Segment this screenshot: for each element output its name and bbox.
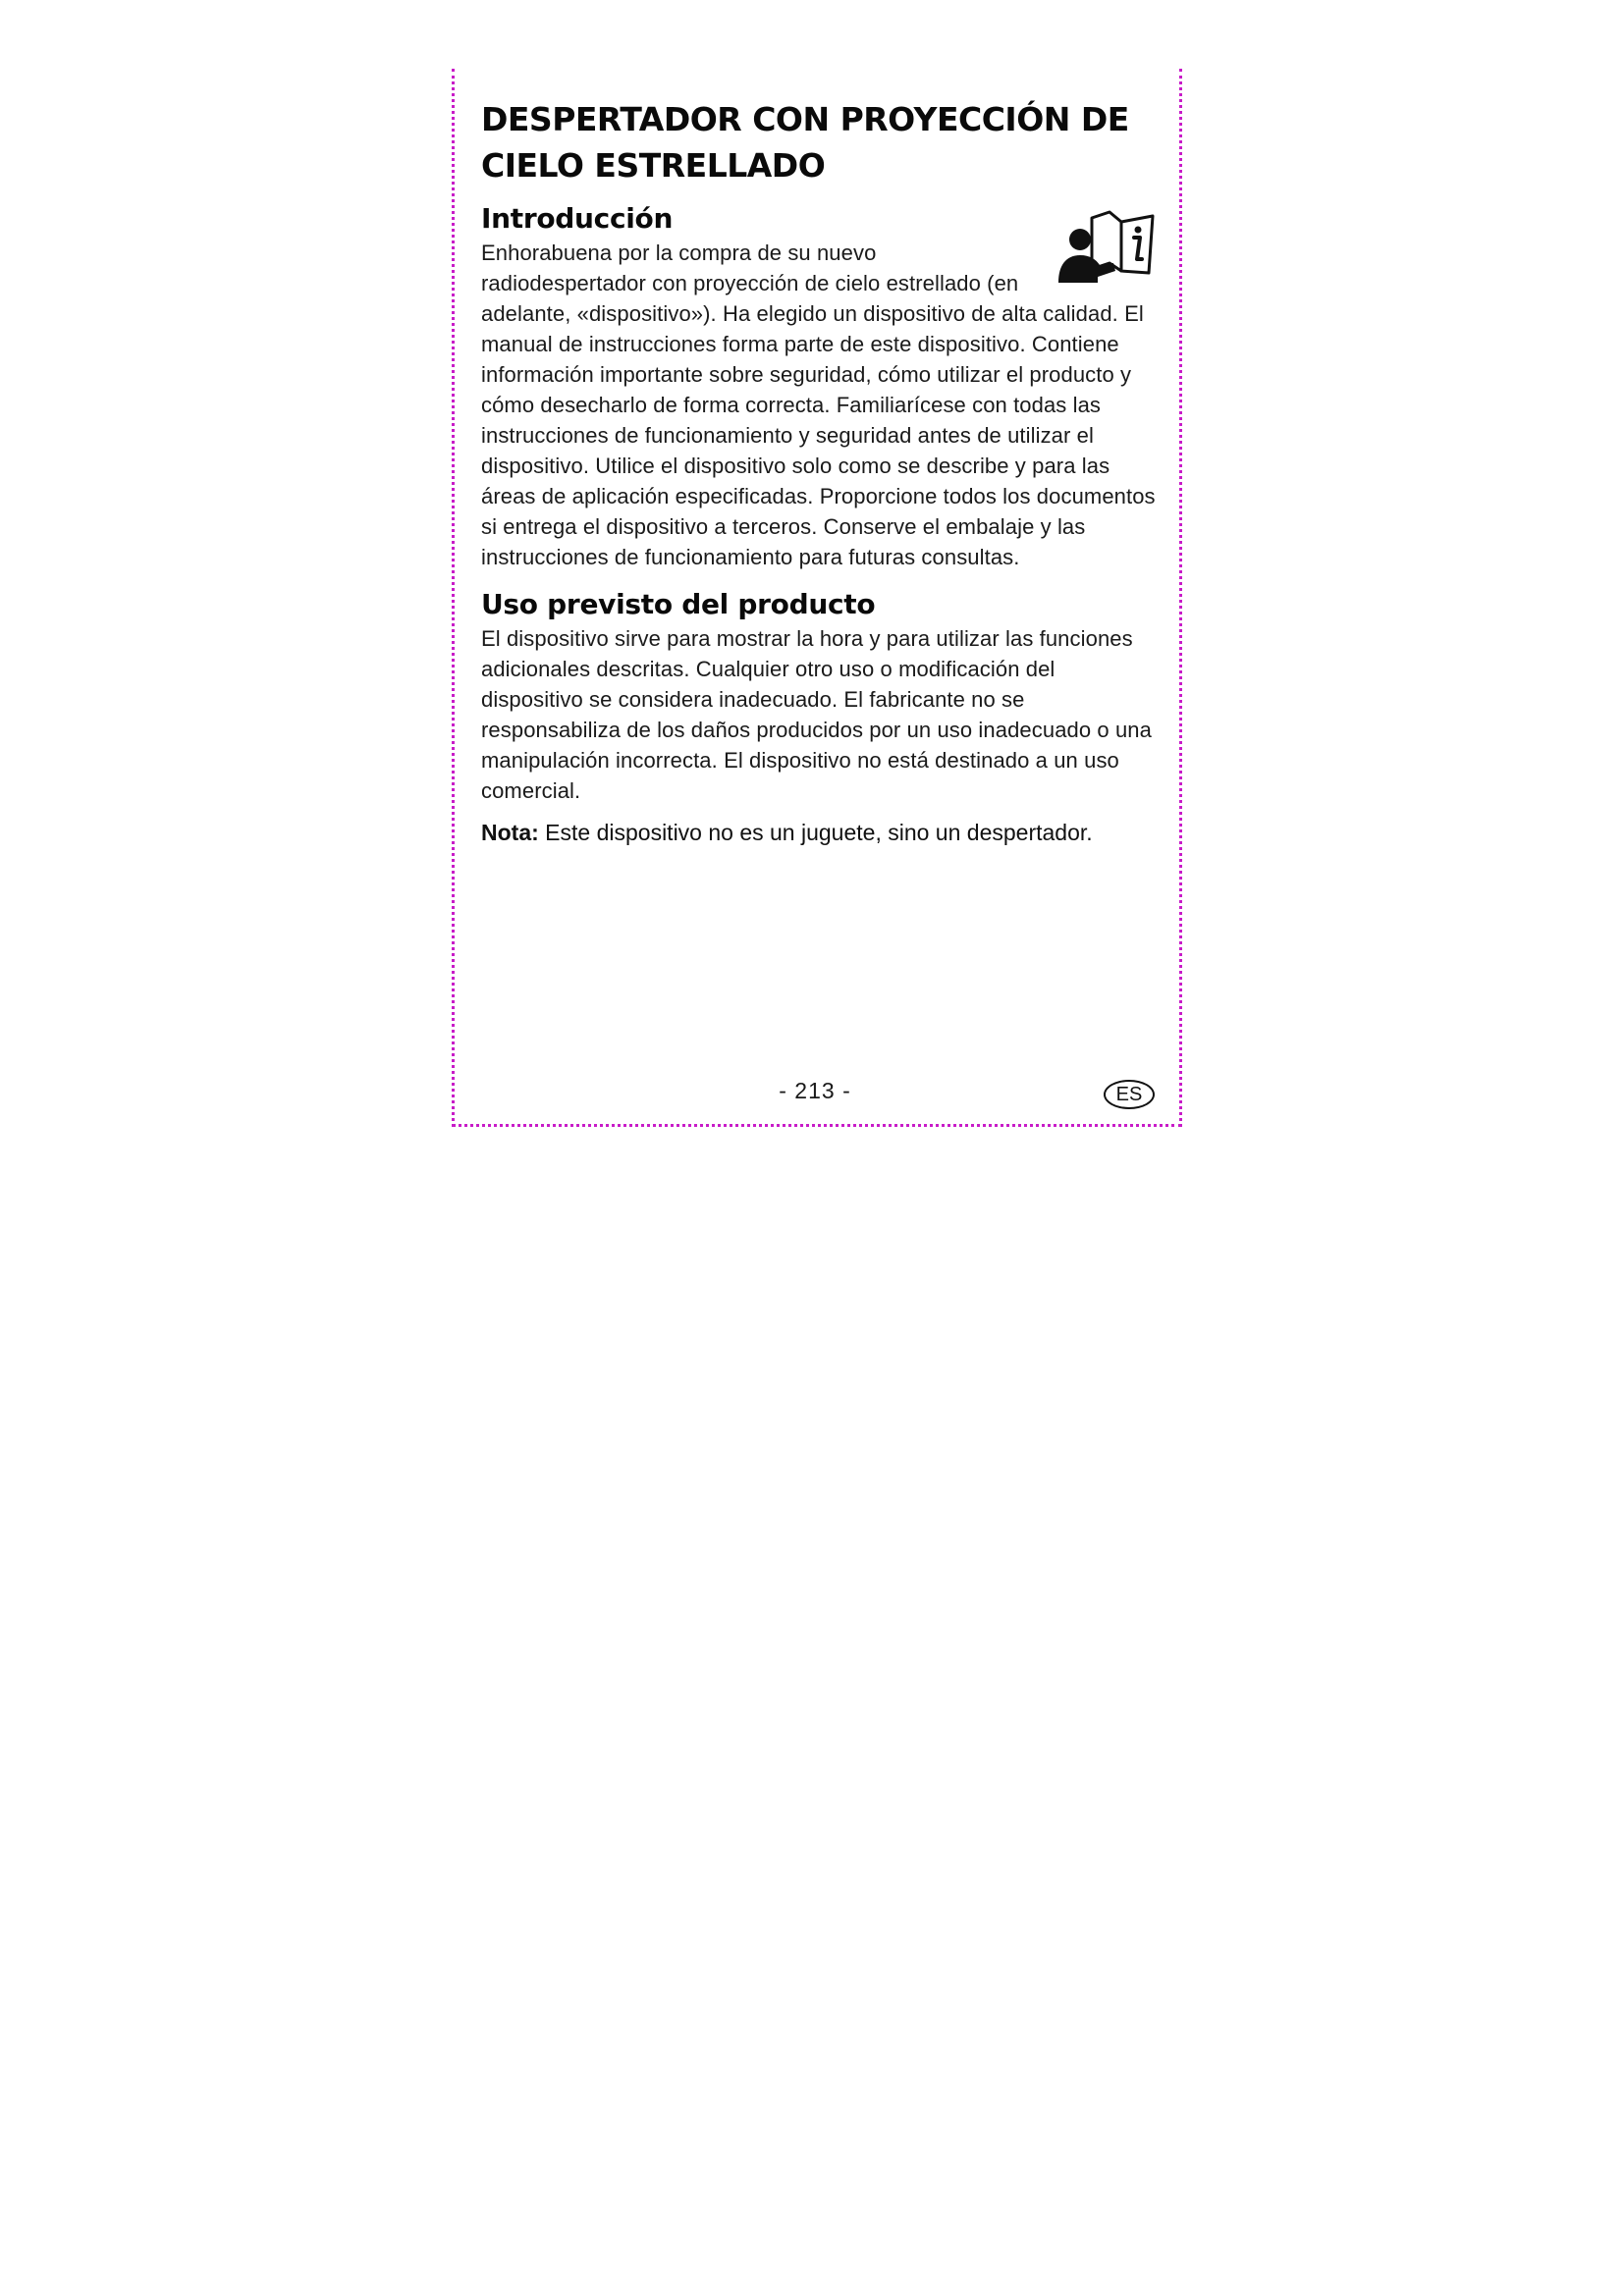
page-number: - 213 - xyxy=(779,1078,851,1103)
note-label: Nota: xyxy=(481,820,539,845)
read-manual-info-icon xyxy=(1053,208,1159,285)
section-introduccion-text: Enhorabuena por la compra de su nuevo radiodespertador con proyección de cielo estrellado (en adelante, «dispositivo»). Ha elegido un dispositivo de alta calidad. El manual de instrucciones forma parte de este dispositivo. Contiene información importante sobre seguridad, cómo utilizar el producto y cómo desecharlo de forma correcta. Familiarícese con todas las instrucciones de funcionamiento y seguridad antes de utilizar el dispositivo. Utilice el dispositivo solo como se describe y para las áreas de aplicación especificadas. Proporcione todos los documentos si entrega el dispositivo a terceros. Conserve el embalaje y las instrucciones de funcionamiento para futuras consultas. xyxy=(481,240,1156,569)
language-badge: ES xyxy=(1104,1080,1155,1109)
section-introduccion xyxy=(481,238,1159,572)
section-uso-previsto-text: El dispositivo sirve para mostrar la hora y para utilizar las funciones adicionales descritas. Cualquier otro uso o modificación del dispositivo se considera inadecuado. El fabricante no se responsabiliza de los daños producidos por un uso inadecuado o una manipulación incorrecta. El dispositivo no está destinado a un uso comercial. xyxy=(481,626,1152,803)
note-text: Este dispositivo no es un juguete, sino un despertador. xyxy=(545,820,1093,845)
document-title: DESPERTADOR CON PROYECCIÓN DE CIELO ESTRELLADO xyxy=(481,100,1129,185)
document-content xyxy=(481,96,1159,848)
section-heading-introduccion: Introducción xyxy=(481,202,674,235)
section-heading-uso-previsto: Uso previsto del producto xyxy=(481,588,876,620)
note-paragraph xyxy=(481,818,1159,848)
